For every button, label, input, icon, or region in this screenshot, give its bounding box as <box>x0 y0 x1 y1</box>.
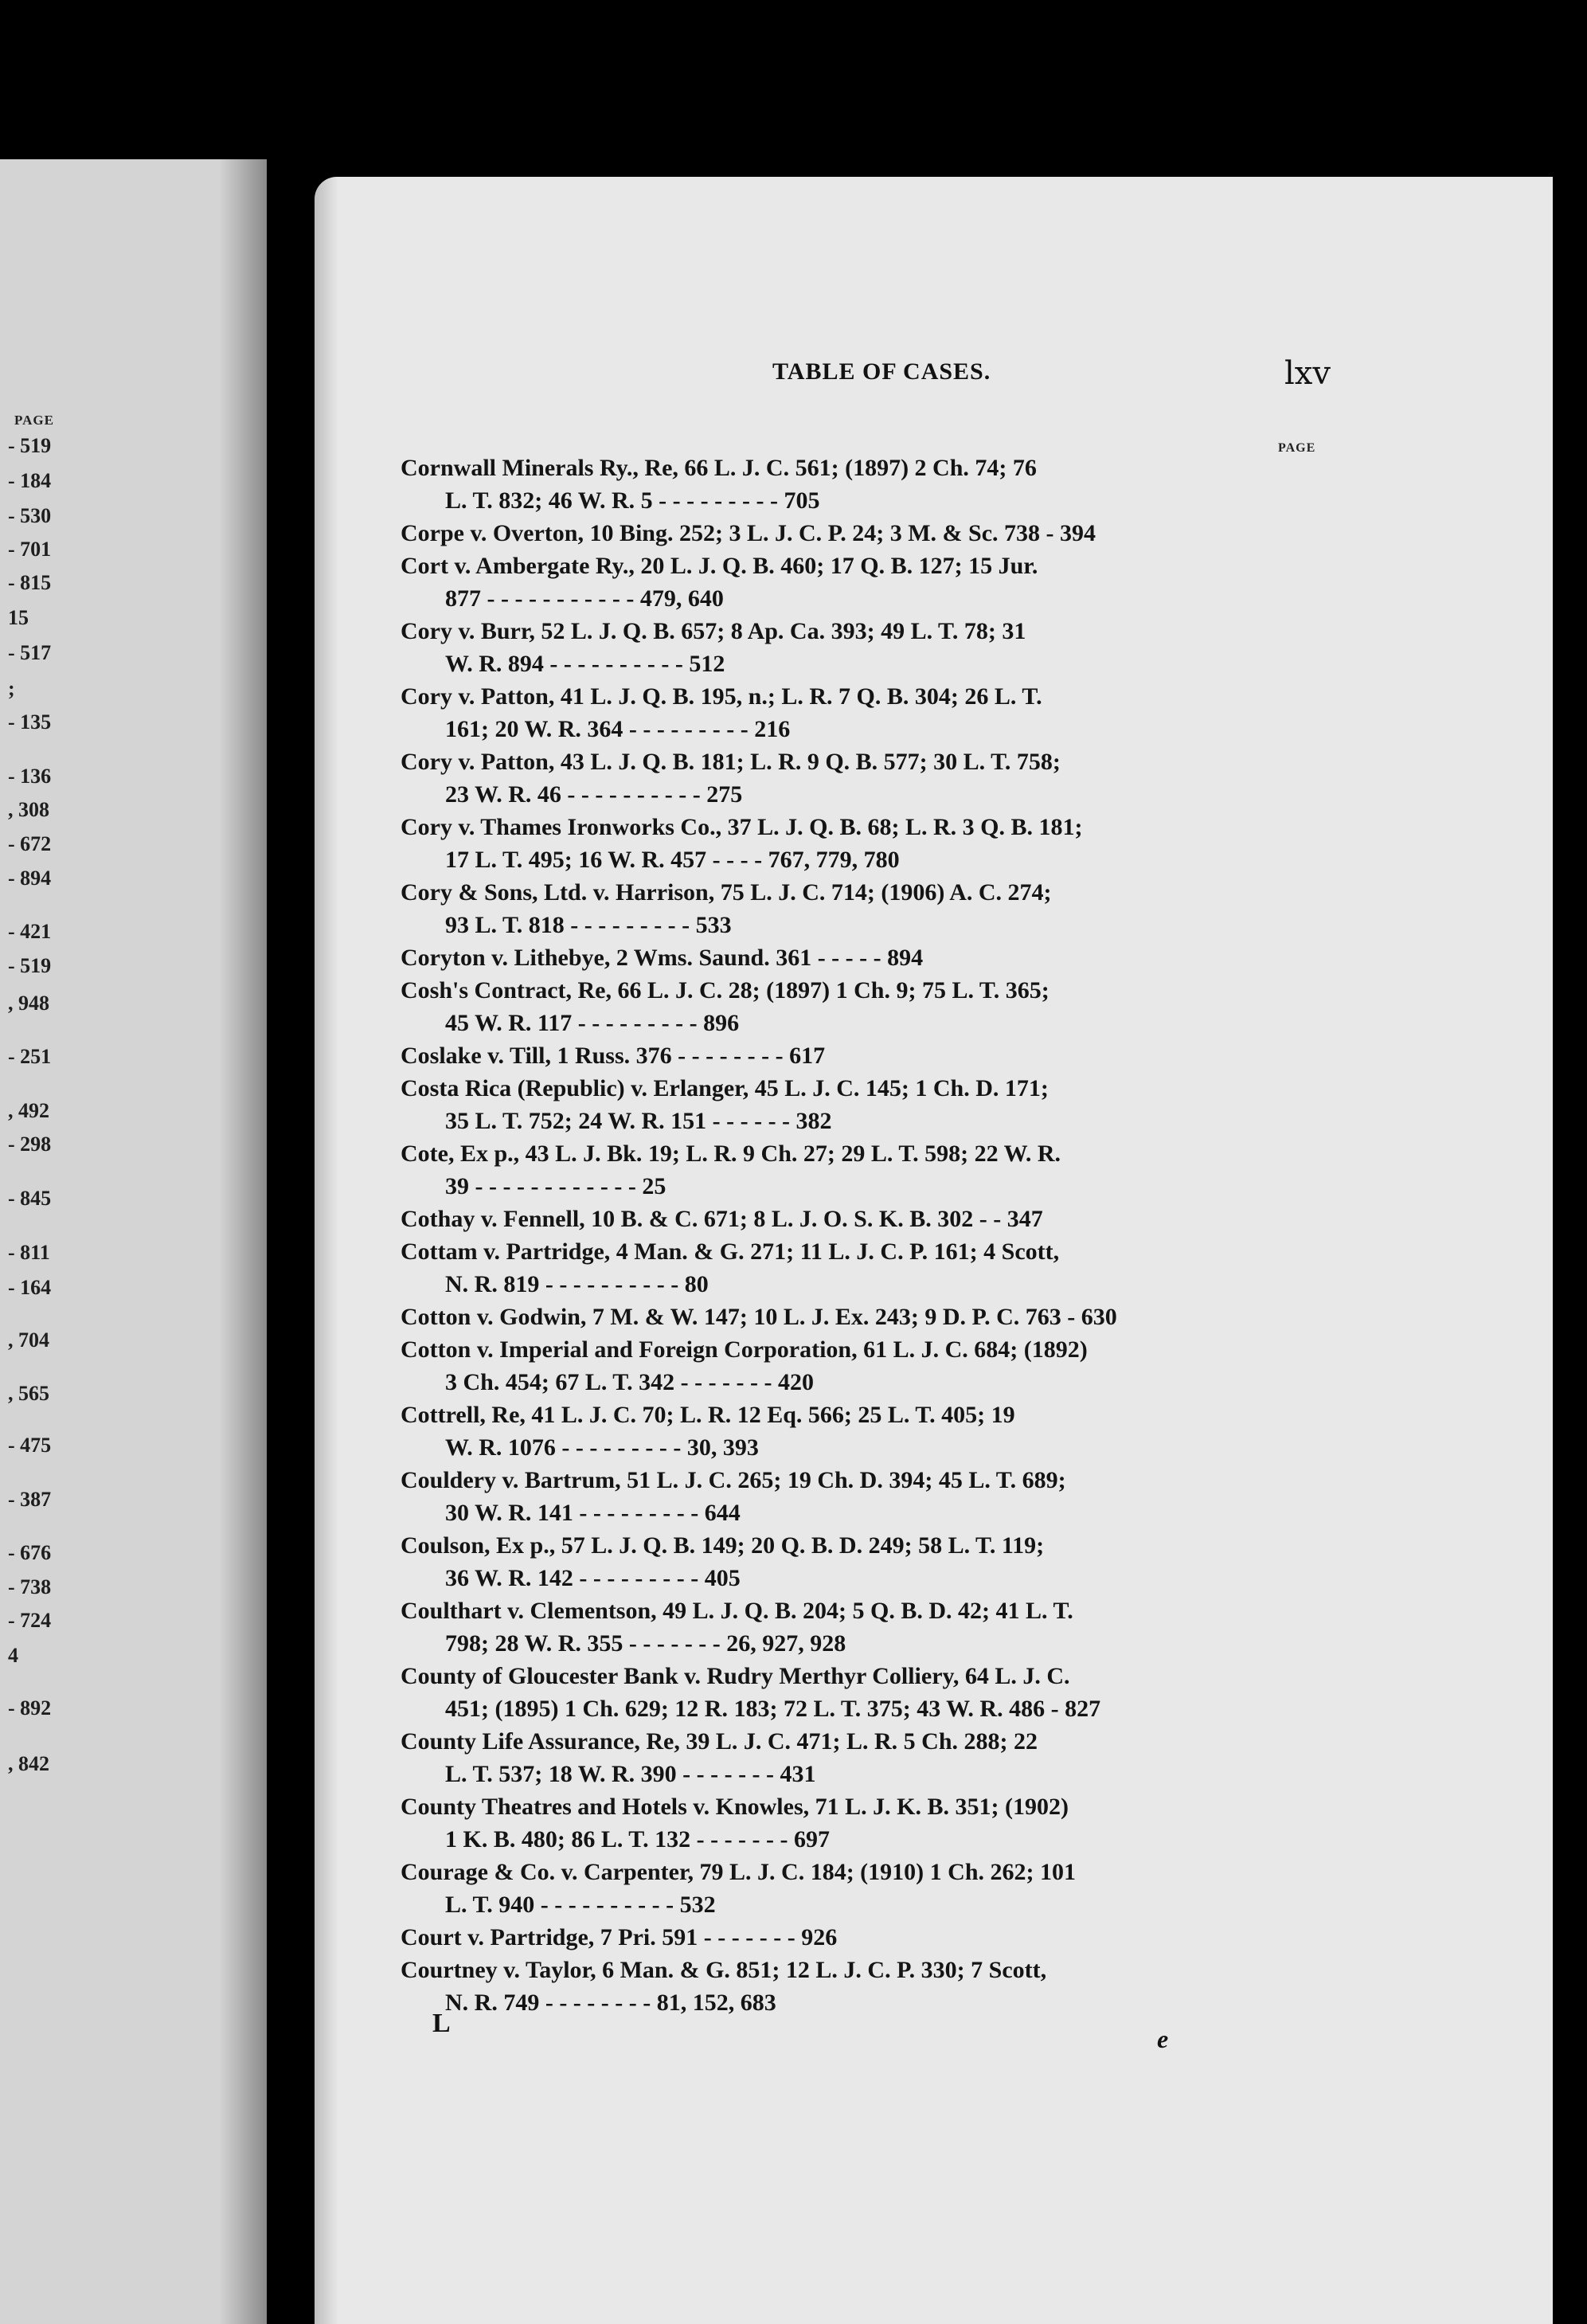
left-page-item: - 298 <box>8 1133 52 1156</box>
left-page-item: - 811 <box>8 1241 50 1264</box>
left-page-item: - 672 <box>8 832 52 855</box>
left-page-item: - 135 <box>8 710 52 734</box>
binding-shadow <box>315 177 338 2324</box>
case-entry <box>401 1464 1332 1529</box>
left-page-item: - 164 <box>8 1276 52 1299</box>
case-entry-line: W. R. 1076 - - - - - - - - - 30, 393 <box>445 1434 759 1461</box>
left-page-item: - 530 <box>8 504 52 527</box>
case-entry <box>401 1594 1332 1660</box>
case-entry <box>401 1725 1332 1790</box>
left-page-item: - 894 <box>8 867 52 890</box>
case-entry-line: L. T. 832; 46 W. R. 5 - - - - - - - - - 705 <box>445 487 820 514</box>
case-entry <box>401 811 1332 876</box>
case-entry <box>401 1072 1332 1137</box>
case-entry-line: Cotton v. Imperial and Foreign Corporation, 61 L. J. C. 684; (1892) <box>401 1336 1088 1363</box>
page-number: lxv <box>1284 355 1331 392</box>
case-entry-line: Cosh's Contract, Re, 66 L. J. C. 28; (1897) 1 Ch. 9; 75 L. T. 365; <box>401 977 1050 1004</box>
left-page-item: - 724 <box>8 1609 52 1632</box>
running-title: TABLE OF CASES. <box>772 358 991 385</box>
case-entry-line: N. R. 749 - - - - - - - - 81, 152, 683 <box>445 1989 776 2016</box>
left-page-item: - 519 <box>8 434 52 457</box>
case-entry-line: W. R. 894 - - - - - - - - - - 512 <box>445 651 725 677</box>
case-entry-line: Courtney v. Taylor, 6 Man. & G. 851; 12 L. J. C. P. 330; 7 Scott, <box>401 1957 1047 1983</box>
case-entry-line: 93 L. T. 818 - - - - - - - - - 533 <box>445 912 732 938</box>
case-entry-line: Cottrell, Re, 41 L. J. C. 70; L. R. 12 Eq. 566; 25 L. T. 405; 19 <box>401 1402 1015 1428</box>
left-page-item: , 492 <box>8 1099 49 1122</box>
case-entry <box>401 941 1332 974</box>
gutter-shadow <box>219 159 267 2324</box>
case-entry <box>401 1660 1332 1725</box>
left-page-item: ; <box>8 677 15 700</box>
left-page-item: , 704 <box>8 1328 49 1352</box>
signature-mark-right: e <box>1157 2025 1169 2053</box>
case-entry-line: Coryton v. Lithebye, 2 Wms. Saund. 361 - - - - - 894 <box>401 945 924 971</box>
case-entry <box>401 1039 1332 1072</box>
left-page-item: , 948 <box>8 992 49 1015</box>
left-page-item: , 565 <box>8 1382 49 1405</box>
case-entry-line: 45 W. R. 117 - - - - - - - - - 896 <box>445 1010 740 1036</box>
case-entry <box>401 1235 1332 1301</box>
case-entry <box>401 1529 1332 1594</box>
case-entry-line: Corpe v. Overton, 10 Bing. 252; 3 L. J. C. P. 24; 3 M. & Sc. 738 - 394 <box>401 520 1096 546</box>
left-page-item: - 136 <box>8 765 52 788</box>
case-entry <box>401 1790 1332 1856</box>
case-entry <box>401 1333 1332 1399</box>
case-entry-line: Cory v. Patton, 43 L. J. Q. B. 181; L. R. 9 Q. B. 577; 30 L. T. 758; <box>401 749 1061 775</box>
case-entry-line: 17 L. T. 495; 16 W. R. 457 - - - - 767, 779, 780 <box>445 847 900 873</box>
case-entry-line: County of Gloucester Bank v. Rudry Merthyr Colliery, 64 L. J. C. <box>401 1663 1070 1689</box>
left-page-item: - 184 <box>8 469 52 492</box>
left-page-item: - 517 <box>8 641 52 664</box>
table-of-cases <box>401 452 1332 2019</box>
case-entry <box>401 550 1332 615</box>
left-page-item: - 815 <box>8 571 52 594</box>
case-entry <box>401 615 1332 680</box>
left-page-item: - 845 <box>8 1187 52 1210</box>
left-page-item: - 519 <box>8 954 52 977</box>
case-entry-line: Cottam v. Partridge, 4 Man. & G. 271; 11 L. J. C. P. 161; 4 Scott, <box>401 1238 1060 1265</box>
case-entry-line: Court v. Partridge, 7 Pri. 591 - - - - - - - 926 <box>401 1924 838 1950</box>
case-entry-line: Cory v. Thames Ironworks Co., 37 L. J. Q. B. 68; L. R. 3 Q. B. 181; <box>401 814 1083 840</box>
left-page-item: - 738 <box>8 1575 52 1598</box>
case-entry-line: 3 Ch. 454; 67 L. T. 342 - - - - - - - 420 <box>445 1369 815 1395</box>
case-entry <box>401 1856 1332 1921</box>
case-entry <box>401 974 1332 1039</box>
case-entry-line: L. T. 537; 18 W. R. 390 - - - - - - - 431 <box>445 1761 816 1787</box>
left-page-item: - 421 <box>8 920 52 943</box>
case-entry-line: 36 W. R. 142 - - - - - - - - - 405 <box>445 1565 741 1591</box>
case-entry <box>401 517 1332 550</box>
left-page-item: - 676 <box>8 1541 52 1564</box>
left-page-item: 4 <box>8 1644 18 1667</box>
case-entry <box>401 1301 1332 1333</box>
case-entry-line: Cort v. Ambergate Ry., 20 L. J. Q. B. 460; 17 Q. B. 127; 15 Jur. <box>401 553 1038 579</box>
case-entry-line: N. R. 819 - - - - - - - - - - 80 <box>445 1271 709 1297</box>
signature-mark: L <box>432 2009 451 2038</box>
case-entry-line: 798; 28 W. R. 355 - - - - - - - 26, 927, 928 <box>445 1630 846 1657</box>
case-entry-line: Cornwall Minerals Ry., Re, 66 L. J. C. 561; (1897) 2 Ch. 74; 76 <box>401 455 1037 481</box>
case-entry <box>401 1399 1332 1464</box>
case-entry-line: 30 W. R. 141 - - - - - - - - - 644 <box>445 1500 741 1526</box>
case-entry-line: Cory & Sons, Ltd. v. Harrison, 75 L. J. C. 714; (1906) A. C. 274; <box>401 879 1052 906</box>
case-entry-line: Coulthart v. Clementson, 49 L. J. Q. B. 204; 5 Q. B. D. 42; 41 L. T. <box>401 1598 1073 1624</box>
case-entry-line: Cote, Ex p., 43 L. J. Bk. 19; L. R. 9 Ch. 27; 29 L. T. 598; 22 W. R. <box>401 1140 1061 1167</box>
case-entry-line: Couldery v. Bartrum, 51 L. J. C. 265; 19 Ch. D. 394; 45 L. T. 689; <box>401 1467 1066 1493</box>
case-entry <box>401 452 1332 517</box>
case-entry-line: 39 - - - - - - - - - - - - 25 <box>445 1173 666 1199</box>
case-entry-line: L. T. 940 - - - - - - - - - - 532 <box>445 1892 716 1918</box>
left-page-item: , 308 <box>8 798 49 821</box>
case-entry-line: 35 L. T. 752; 24 W. R. 151 - - - - - - 382 <box>445 1108 832 1134</box>
case-entry-line: 161; 20 W. R. 364 - - - - - - - - - 216 <box>445 716 791 742</box>
case-entry <box>401 1921 1332 1954</box>
case-entry-line: 23 W. R. 46 - - - - - - - - - - 275 <box>445 781 743 808</box>
left-page-item: - 387 <box>8 1488 52 1511</box>
case-entry-line: 877 - - - - - - - - - - - 479, 640 <box>445 585 724 612</box>
case-entry <box>401 745 1332 811</box>
left-page-item: - 701 <box>8 538 52 561</box>
case-entry <box>401 1137 1332 1203</box>
left-page-column-label: PAGE <box>14 413 54 428</box>
case-entry <box>401 1954 1332 2019</box>
left-page-item: - 251 <box>8 1045 52 1068</box>
case-entry-line: Cotton v. Godwin, 7 M. & W. 147; 10 L. J. Ex. 243; 9 D. P. C. 763 - 630 <box>401 1304 1117 1330</box>
case-entry <box>401 876 1332 941</box>
case-entry <box>401 680 1332 745</box>
case-entry-line: 451; (1895) 1 Ch. 629; 12 R. 183; 72 L. T. 375; 43 W. R. 486 - 827 <box>445 1696 1101 1722</box>
case-entry-line: 1 K. B. 480; 86 L. T. 132 - - - - - - - 697 <box>445 1826 831 1853</box>
left-page-item: - 892 <box>8 1696 52 1720</box>
case-entry-line: Cothay v. Fennell, 10 B. & C. 671; 8 L. J. O. S. K. B. 302 - - 347 <box>401 1206 1043 1232</box>
left-page-item: 15 <box>8 606 29 629</box>
case-entry-line: County Theatres and Hotels v. Knowles, 71 L. J. K. B. 351; (1902) <box>401 1794 1069 1820</box>
case-entry-line: County Life Assurance, Re, 39 L. J. C. 471; L. R. 5 Ch. 288; 22 <box>401 1728 1038 1755</box>
left-page-item: - 475 <box>8 1434 52 1457</box>
case-entry-line: Courage & Co. v. Carpenter, 79 L. J. C. 184; (1910) 1 Ch. 262; 101 <box>401 1859 1076 1885</box>
page-column-label: PAGE <box>1278 441 1316 455</box>
case-entry-line: Coulson, Ex p., 57 L. J. Q. B. 149; 20 Q. B. D. 249; 58 L. T. 119; <box>401 1532 1045 1559</box>
left-page-item: , 842 <box>8 1752 49 1775</box>
case-entry-line: Coslake v. Till, 1 Russ. 376 - - - - - - - - 617 <box>401 1043 826 1069</box>
case-entry <box>401 1203 1332 1235</box>
case-entry-line: Cory v. Patton, 41 L. J. Q. B. 195, n.; L. R. 7 Q. B. 304; 26 L. T. <box>401 683 1042 710</box>
left-page <box>0 159 267 2324</box>
case-entry-line: Costa Rica (Republic) v. Erlanger, 45 L. J. C. 145; 1 Ch. D. 171; <box>401 1075 1049 1101</box>
case-entry-line: Cory v. Burr, 52 L. J. Q. B. 657; 8 Ap. Ca. 393; 49 L. T. 78; 31 <box>401 618 1026 644</box>
right-page <box>315 177 1553 2324</box>
